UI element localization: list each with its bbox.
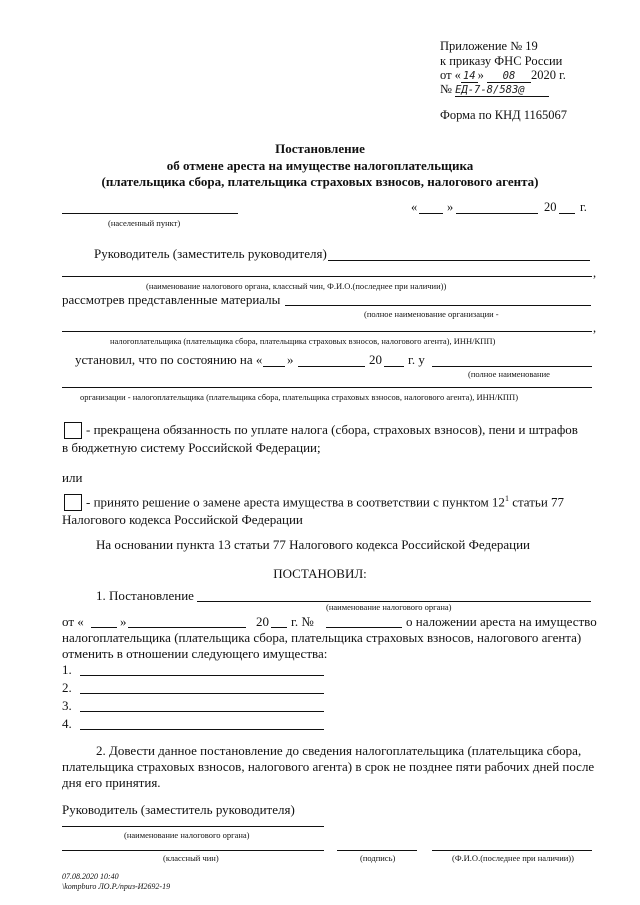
- footer-timestamp: 07.08.2020 10:40: [62, 872, 119, 881]
- established-close: »: [287, 352, 294, 367]
- option1-checkbox[interactable]: [64, 422, 82, 439]
- item1-year-field[interactable]: [271, 627, 287, 628]
- signature-name-field[interactable]: [432, 850, 592, 851]
- head-comma: ,: [593, 266, 597, 280]
- reviewed-caption-2: налогоплательщика (плательщика сбора, плательщика страховых взносов, налогового агента), ИНН/КПП): [110, 336, 496, 346]
- established-label: установил, что по состоянию на «: [75, 352, 263, 367]
- doc-subtitle-2: (плательщика сбора, плательщика страховых взносов, налогового агента): [101, 174, 539, 189]
- date-year-prefix: 20: [544, 200, 557, 214]
- item1-text-3: отменить в отношении следующего имущества:: [62, 646, 328, 661]
- established-day-field[interactable]: [263, 366, 285, 367]
- item1-close: »: [120, 614, 127, 629]
- item1-caption: (наименование налогового органа): [326, 602, 452, 612]
- reviewed-caption: (полное наименование организации -: [364, 309, 499, 319]
- or-text: или: [62, 470, 83, 485]
- item1-number-field[interactable]: [326, 627, 402, 628]
- item1-year: 20: [256, 614, 269, 629]
- option1-text-2: в бюджетную систему Российской Федерации;: [62, 440, 321, 455]
- date-open: «: [411, 200, 418, 214]
- established-org-field-2[interactable]: [62, 387, 592, 388]
- established-year: 20: [369, 352, 382, 367]
- established-caption-2: организации - налогоплательщика (плательщика сбора, плательщика страховых взносов, налогового агента), ИНН/КПП): [80, 392, 519, 402]
- item1-from: от «: [62, 614, 84, 629]
- item2-text-2: плательщика страховых взносов, налогового агента) в срок не позднее пяти рабочих дней после: [62, 759, 595, 774]
- signature-org-field[interactable]: [62, 826, 324, 827]
- property-item-2-label: 2.: [62, 680, 72, 695]
- established-year-field[interactable]: [384, 366, 404, 367]
- footer-path: \kompburo ЛО.Р./приз-И2692-19: [62, 882, 171, 891]
- property-item-3-label: 3.: [62, 698, 72, 713]
- signature-sign-caption: (подпись): [360, 853, 396, 863]
- place-caption: (населенный пункт): [108, 218, 181, 228]
- option2-text: - принято решение о замене ареста имущества в соответствии с пунктом $12^1$ статьи 77: [86, 494, 565, 510]
- appendix-number-handwritten: ЕД-7-8/583@: [455, 84, 549, 97]
- date-day-field[interactable]: [419, 213, 443, 214]
- item1-day-field[interactable]: [91, 627, 117, 628]
- doc-title: Постановление: [275, 141, 365, 156]
- signature-rank-field[interactable]: [62, 850, 324, 851]
- property-item-4-field[interactable]: [80, 729, 324, 730]
- property-item-2-field[interactable]: [80, 693, 324, 694]
- signature-rank-caption: (классный чин): [163, 853, 219, 863]
- signature-sign-field[interactable]: [337, 850, 417, 851]
- place-field[interactable]: [62, 213, 238, 214]
- head-field[interactable]: [328, 260, 590, 261]
- item1-num: г. №: [291, 614, 314, 629]
- item1-line1-end: о наложении ареста на имущество: [406, 614, 597, 629]
- property-item-1-label: 1.: [62, 662, 72, 677]
- date-year-suffix: г.: [580, 200, 587, 214]
- reviewed-field[interactable]: [285, 305, 591, 306]
- established-org-field[interactable]: [432, 366, 592, 367]
- established-month-field[interactable]: [298, 366, 365, 367]
- option2-text-2: Налогового кодекса Российской Федерации: [62, 512, 303, 527]
- option2-checkbox[interactable]: [64, 494, 82, 511]
- head-caption: (наименование налогового органа, классный чин, Ф.И.О.(последнее при наличии)): [146, 281, 447, 291]
- date-year-field[interactable]: [559, 213, 575, 214]
- signature-name-caption: (Ф.И.О.(последнее при наличии)): [452, 853, 574, 863]
- appendix-date: от « 14 » 08 2020 г.: [440, 68, 566, 82]
- item2-text: 2. Довести данное постановление до сведения налогоплательщика (плательщика сбора,: [96, 743, 582, 758]
- head-label: Руководитель (заместитель руководителя): [94, 246, 327, 261]
- item1-month-field[interactable]: [128, 627, 246, 628]
- date-month-field[interactable]: [456, 213, 538, 214]
- appendix-month: 08: [487, 70, 531, 83]
- item2-text-3: дня его принятия.: [62, 775, 161, 790]
- date-close: »: [447, 200, 454, 214]
- basis-text: На основании пункта 13 статьи 77 Налогового кодекса Российской Федерации: [96, 537, 530, 552]
- reviewed-label: рассмотрев представленные материалы: [62, 292, 281, 307]
- property-item-1-field[interactable]: [80, 675, 324, 676]
- option1-text: - прекращена обязанность по уплате налога (сбора, страховых взносов), пени и штрафов: [86, 422, 578, 437]
- established-year-suffix: г. у: [408, 352, 425, 367]
- property-item-4-label: 4.: [62, 716, 72, 731]
- signature-org-caption: (наименование налогового органа): [124, 830, 250, 840]
- appendix-order-number: № ЕД-7-8/583@: [440, 82, 549, 97]
- form-code: Форма по КНД 1165067: [440, 108, 568, 122]
- reviewed-field-2[interactable]: [62, 331, 592, 332]
- appendix-number: Приложение № 19: [440, 39, 538, 53]
- established-caption: (полное наименование: [468, 369, 550, 379]
- property-item-3-field[interactable]: [80, 711, 324, 712]
- item1-text-2: налогоплательщика (плательщика сбора, плательщика страховых взносов, налогового агента): [62, 630, 582, 645]
- signature-label: Руководитель (заместитель руководителя): [62, 802, 295, 817]
- item1-label: 1. Постановление: [96, 588, 194, 603]
- appendix-day: 14: [462, 70, 476, 82]
- appendix-order: к приказу ФНС России: [440, 54, 563, 68]
- decided-heading: ПОСТАНОВИЛ:: [273, 566, 367, 581]
- doc-subtitle: об отмене ареста на имуществе налогоплательщика: [166, 158, 474, 173]
- head-field-2[interactable]: [62, 276, 592, 277]
- reviewed-comma: ,: [593, 321, 597, 335]
